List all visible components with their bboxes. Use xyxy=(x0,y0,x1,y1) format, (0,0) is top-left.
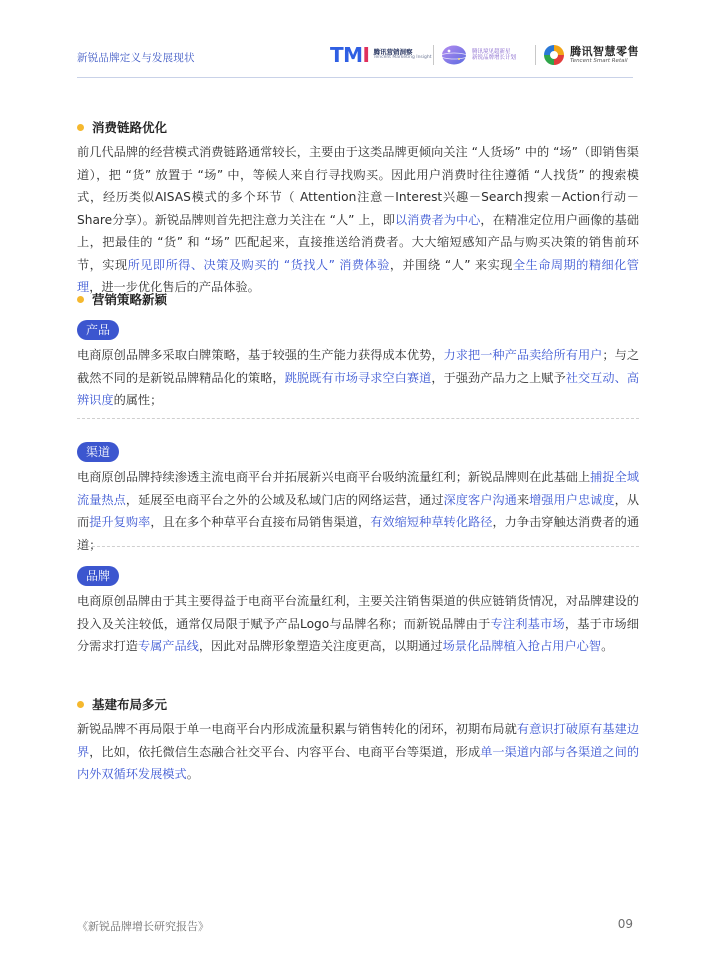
highlight-text: 力求把一种产品卖给所有用户 xyxy=(443,348,603,362)
tmi-logo-cn: 腾讯营销洞察 xyxy=(373,48,413,57)
highlight-text: 提升复购率 xyxy=(89,515,151,529)
header-divider xyxy=(77,77,633,78)
pill-brand: 品牌 xyxy=(77,566,119,586)
pill-product: 产品 xyxy=(77,320,119,340)
highlight-text: 场景化品牌植入抢占用户心智 xyxy=(442,639,602,653)
highlight-text: 有效缩短种草转化路径 xyxy=(370,515,493,529)
logo-divider xyxy=(433,45,434,65)
smart-retail-en: Tencent Smart Retail xyxy=(570,58,628,65)
text-run: ，基于市场细分需求打造 xyxy=(77,616,639,653)
paragraph-channel xyxy=(77,466,639,556)
text-run: ，比如，依托微信生态融合社交平台、内容平台、电商平台等渠道，形成 xyxy=(89,744,481,759)
section-title: 基建布局多元 xyxy=(92,697,168,712)
text-run: ，且在多个种草平台直接布局销售渠道， xyxy=(150,515,371,529)
logo-divider xyxy=(535,45,536,65)
text-run: 的属性； xyxy=(113,393,163,407)
section-title: 营销策略新颖 xyxy=(92,292,168,307)
dashed-divider xyxy=(77,418,639,419)
text-run: ，延展至电商平台之外的公域及私域门店的网络运营，通过 xyxy=(125,492,444,507)
tmi-logo xyxy=(330,44,432,66)
highlight-text: 有意识打破原有基建边界 xyxy=(77,722,640,759)
section-heading-infra xyxy=(77,695,167,713)
header-section-title: 新锐品牌定义与发展现状 xyxy=(77,52,195,64)
highlight-text: 深度客户沟通 xyxy=(443,492,517,507)
pill-channel: 渠道 xyxy=(77,442,119,462)
text-run: ；与之截然不同的是新锐品牌精品化的策略， xyxy=(77,348,640,385)
text-run: ，于强劲产品力之上赋予 xyxy=(431,370,566,385)
highlight-text: 单一渠道内部与各渠道之间的内外双循环发展模式 xyxy=(77,744,640,781)
bullet-dot-icon xyxy=(77,701,84,708)
bullet-dot-icon xyxy=(77,124,84,131)
highlight-text: 专属产品线 xyxy=(137,639,199,653)
paragraph-infra xyxy=(77,718,639,786)
paragraph-chain xyxy=(77,141,639,299)
highlight-text: 全生命周期的精细化管理 xyxy=(77,257,639,294)
dashed-divider xyxy=(77,546,639,547)
footer-report-title: 《新锐品牌增长研究报告》 xyxy=(77,920,209,933)
section-heading-chain xyxy=(77,118,167,136)
highlight-text: 捕捉全域流量热点 xyxy=(77,470,640,507)
growth-plan-logo xyxy=(440,42,516,68)
text-run: ，进一步优化售后的产品体验。 xyxy=(89,280,260,294)
paragraph-brand xyxy=(77,590,639,658)
smart-retail-logo xyxy=(542,42,639,68)
text-run: 电商原创品牌多采取白牌策略，基于较强的生产能力获得成本优势， xyxy=(77,348,444,362)
section-title: 消费链路优化 xyxy=(92,120,168,135)
section-heading-marketing xyxy=(77,290,167,308)
supernova-badge-icon xyxy=(440,44,468,66)
text-run: 前几代品牌的经营模式消费链路通常较长，主要由于这类品牌更倾向关注 “人货场” 中的 “场”（即销售渠道），把 “货” 放置于 “场” 中，等候人来自行寻找购买。因此用户消费时往往遵循 “人找货” 的搜索模式，经历类似AISAS模式的多个环节（ Attention注意－Interest兴趣－Search搜索－Action行动－Share分享）。新锐品牌则首先把注意力关注在 “人” 上，即 xyxy=(77,145,639,227)
text-run: 电商原创品牌持续渗透主流电商平台并拓展新兴电商平台吸纳流量红利；新锐品牌则在此基础上 xyxy=(77,470,591,484)
growth-plan-line1: 腾讯境见超新星 xyxy=(472,48,511,55)
smart-retail-swirl-icon xyxy=(542,43,566,67)
paragraph-product xyxy=(77,344,639,412)
highlight-text: 以消费者为中心 xyxy=(394,212,481,227)
smart-retail-cn: 腾讯智慧零售 xyxy=(570,44,639,58)
highlight-text: 增强用户忠诚度 xyxy=(529,492,615,507)
text-run: 电商原创品牌由于其主要得益于电商平台流量红利，主要关注销售渠道的供应链销货情况，对品牌建设的投入及关注较低，通常仅局限于赋予产品Logo与品牌名称；而新锐品牌由于 xyxy=(77,594,639,631)
highlight-text: 所见即所得、决策及购买的 “货找人” 消费体验 xyxy=(127,257,390,272)
text-run: 新锐品牌不再局限于单一电商平台内形成流量积累与销售转化的闭环，初期布局就 xyxy=(77,722,517,736)
text-run: ，因此对品牌形象塑造关注度更高，以期通过 xyxy=(198,639,443,653)
text-run: 。 xyxy=(186,767,199,781)
text-run: ，从而 xyxy=(77,492,640,529)
text-run: ，在精准定位用户画像的基础上，把最佳的 “货” 和 “场” 匹配起来，直接推送给消费者。大大缩短感知产品与购买决策的销售前环节，实现 xyxy=(77,212,640,272)
text-run: 来 xyxy=(516,492,530,507)
bullet-dot-icon xyxy=(77,296,84,303)
text-run: 。 xyxy=(601,639,614,653)
text-run: ，并围绕 “人” 来实现 xyxy=(389,257,513,272)
growth-plan-line2: 新锐品牌增长计划 xyxy=(472,55,517,61)
text-run: ，力争击穿触达消费者的通道； xyxy=(77,515,640,552)
tmi-logo-en: Tencent Marketing Insight xyxy=(373,55,432,61)
page-header xyxy=(0,0,710,78)
highlight-text: 跳脱既有市场寻求空白赛道 xyxy=(284,370,432,385)
page-number: 09 xyxy=(617,917,633,931)
highlight-text: 专注利基市场 xyxy=(490,616,565,631)
highlight-text: 社交互动、高辨识度 xyxy=(77,370,640,407)
tmi-logo-mark: TMI xyxy=(330,43,370,67)
